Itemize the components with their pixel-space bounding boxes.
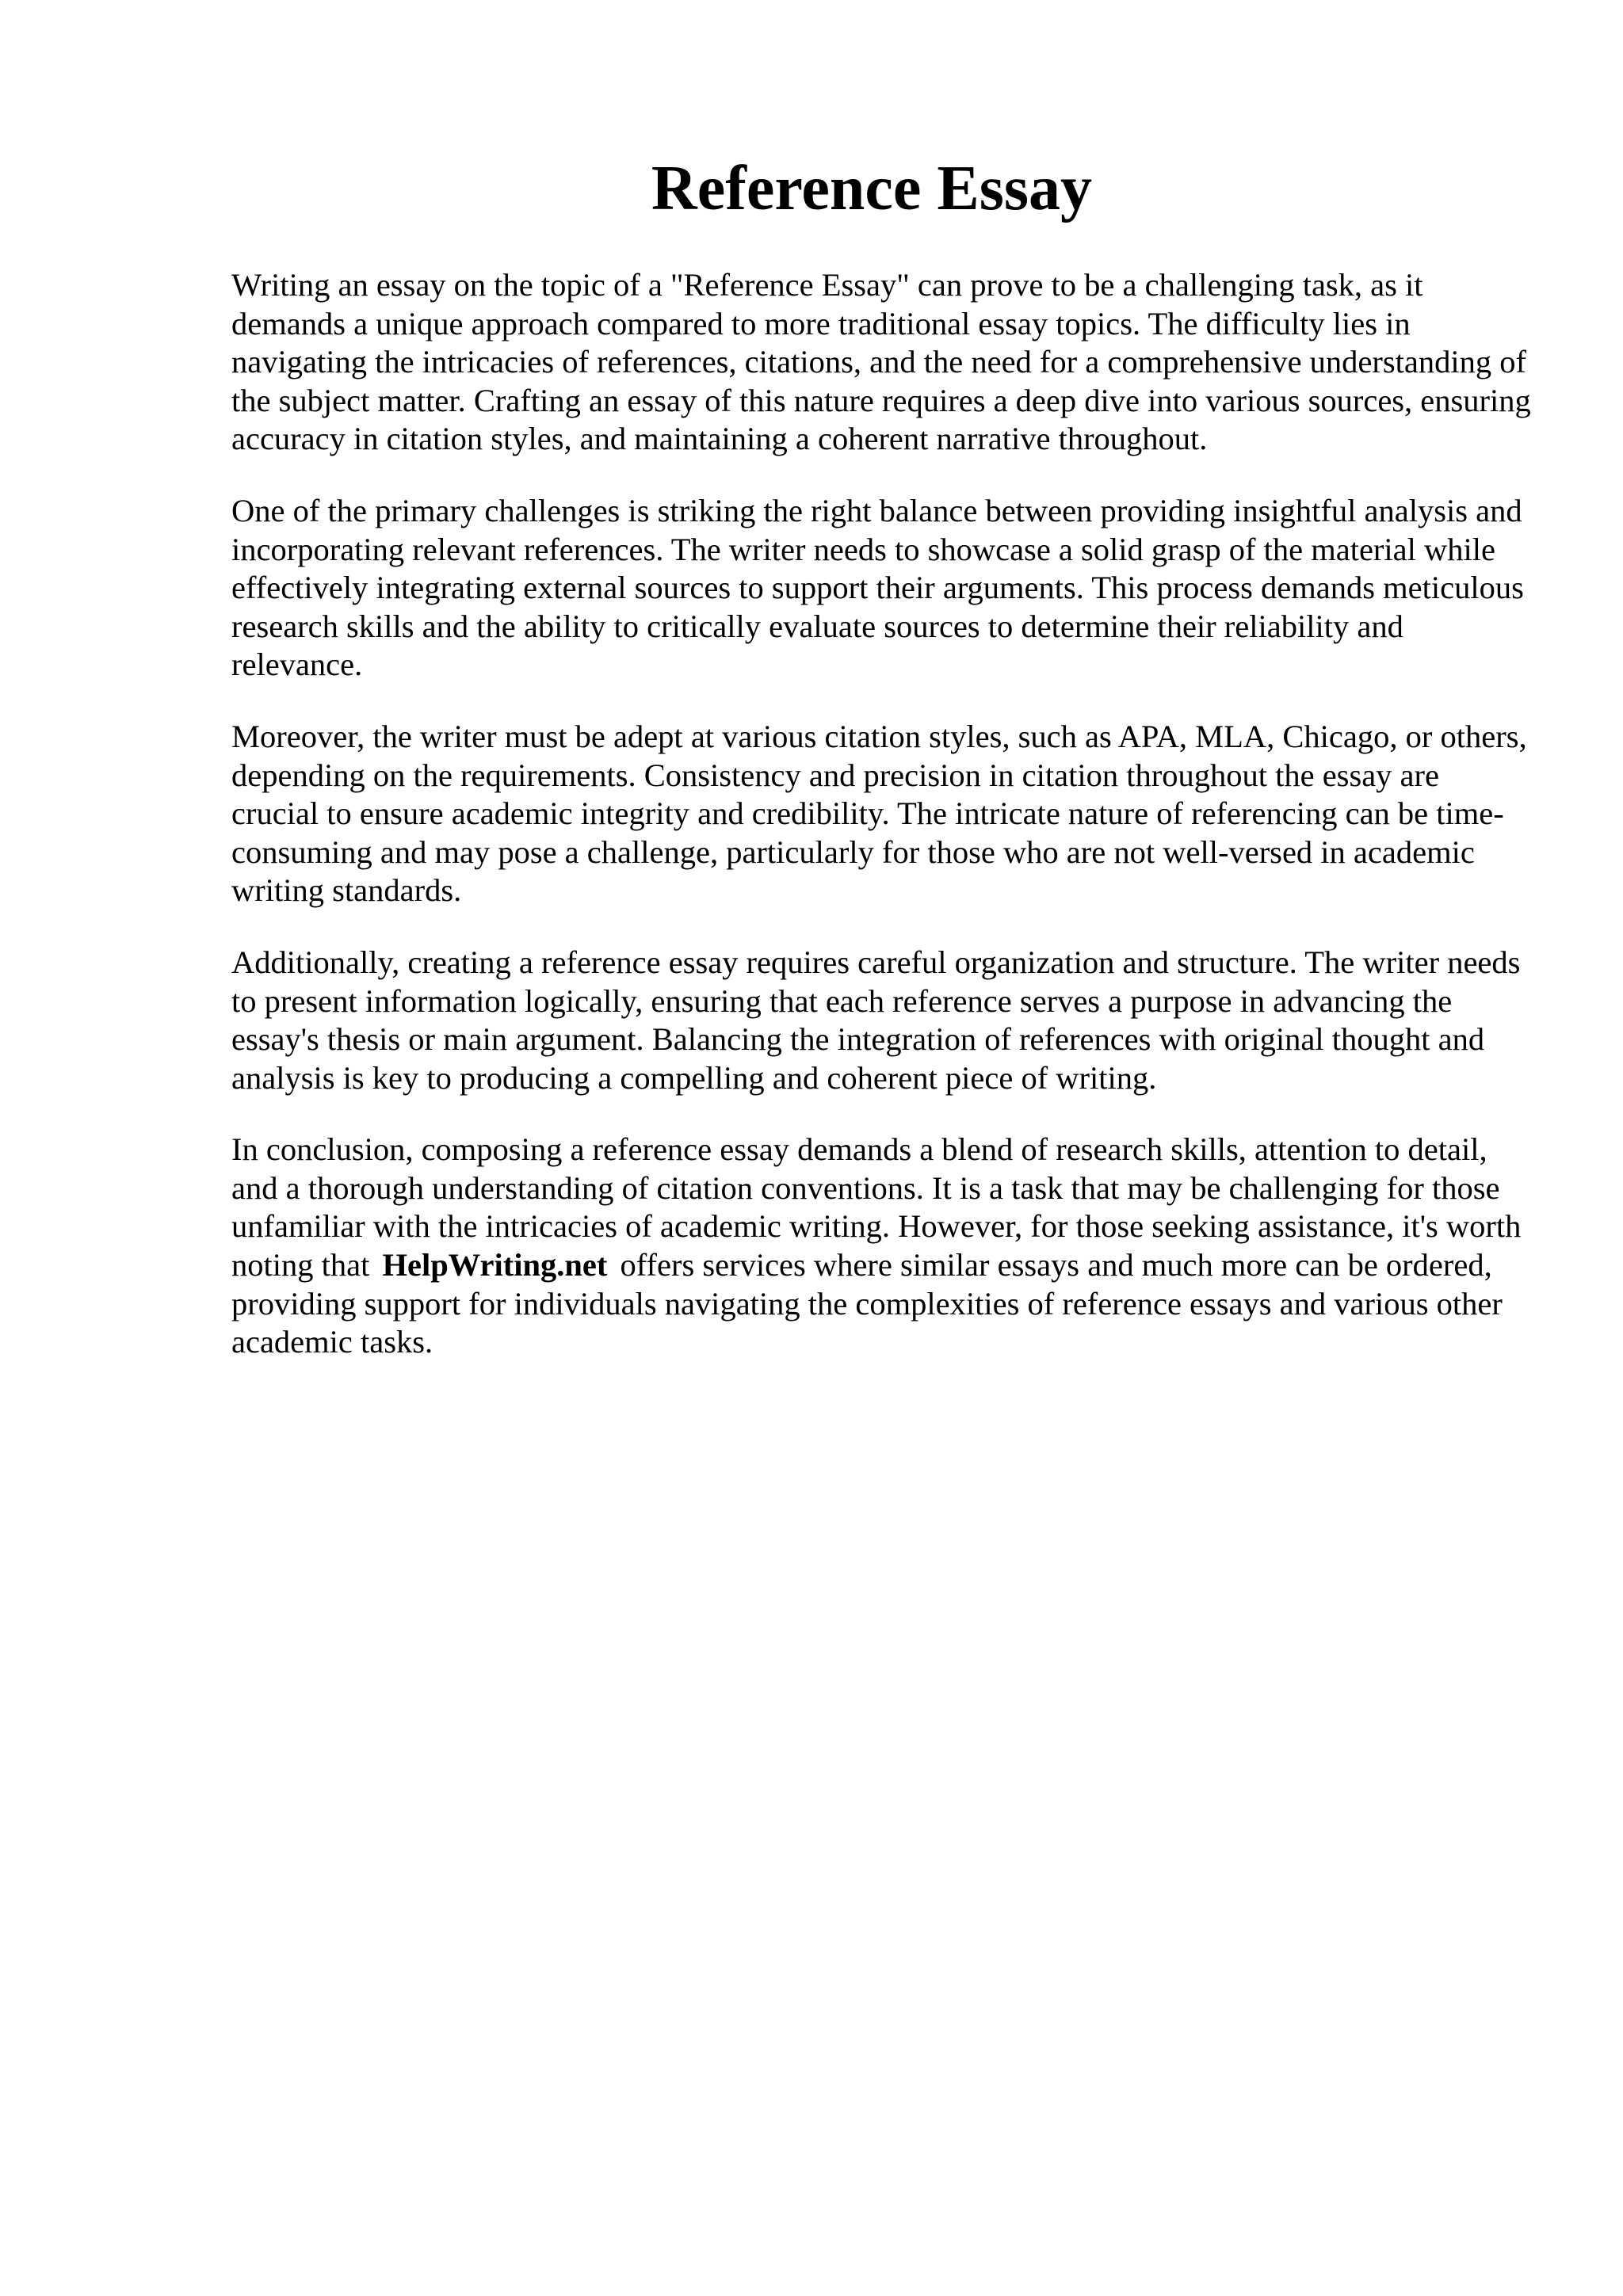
brand-link[interactable]: HelpWriting.net	[382, 1247, 608, 1283]
paragraph-2: One of the primary challenges is striking the right balance between providing insightful analysis and incorporating relevant references. The writer needs to showcase a solid grasp of the material while effectively integrating external sources to support their arguments. This process demands meticulous research skills and the ability to critically evaluate sources to determine their reliability and relevance.	[231, 492, 1524, 683]
page-title: Reference Essay	[651, 154, 1093, 223]
conclusion-text-after: offers services where similar essays and much more can be ordered, providing support for individuals navigating the complexities of reference essays and various other academic tasks.	[231, 1247, 1503, 1360]
paragraph-1: Writing an essay on the topic of a "Reference Essay" can prove to be a challenging task, as it demands a unique approach compared to more traditional essay topics. The difficulty lies in navigating the intricacies of references, citations, and the need for a comprehensive understanding of the subject matter. Crafting an essay of this nature requires a deep dive into various sources, ensuring accuracy in citation styles, and maintaining a coherent narrative throughout.	[231, 267, 1531, 457]
paragraph-4: Additionally, creating a reference essay requires careful organization and structure. The writer needs to present information logically, ensuring that each reference serves a purpose in advancing the essay's thesis or main argument. Balancing the integration of references with original thought and analysis is key to producing a compelling and coherent piece of writing.	[231, 944, 1521, 1096]
conclusion-text-before: In conclusion, composing a reference essay demands a blend of research skills, attention to detail, and a thorough understanding of citation conventions. It is a task that may be challenging for those unfamiliar with the intricacies of academic writing. However, for those seeking assistance, it's worth noting that	[231, 1131, 1522, 1283]
paragraph-3: Moreover, the writer must be adept at various citation styles, such as APA, MLA, Chicago, or others, depending on the requirements. Consistency and precision in citation throughout the essay are crucial to ensure academic integrity and credibility. The intricate nature of referencing can be time-consuming and may pose a challenge, particularly for those who are not well-versed in academic writing standards.	[231, 718, 1527, 909]
paragraph-conclusion	[231, 1131, 1531, 1362]
essay-body	[231, 266, 1531, 1395]
